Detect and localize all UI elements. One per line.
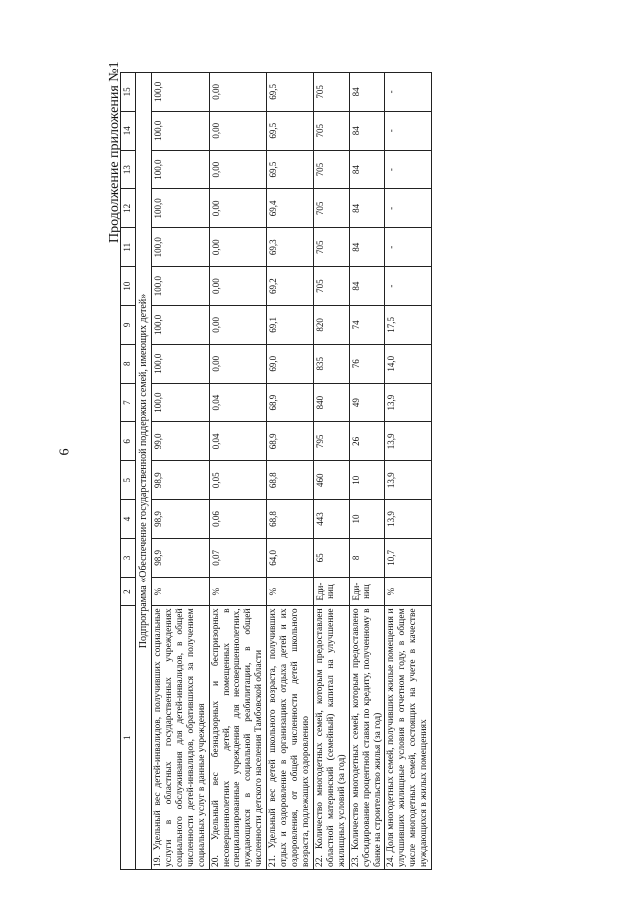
indicator-value: 705 [313, 111, 349, 150]
indicator-value: 0,00 [209, 267, 267, 306]
indicator-value: 0,00 [209, 344, 267, 383]
indicator-value: 443 [313, 500, 349, 539]
indicator-unit: Еди-ниц [349, 577, 385, 606]
indicator-value: 0,00 [209, 111, 267, 150]
table-area [120, 72, 526, 870]
header-cell: 1 [121, 606, 136, 870]
indicator-value: 69,5 [267, 150, 314, 189]
indicator-value: 74 [349, 305, 385, 344]
indicator-value: 10 [349, 461, 385, 500]
rotated-table-wrapper [120, 72, 526, 870]
indicators-table [120, 72, 432, 870]
indicator-value: 0,07 [209, 538, 267, 577]
indicator-value: 69,2 [267, 267, 314, 306]
header-cell: 2 [121, 577, 136, 606]
indicator-value: 840 [313, 383, 349, 422]
indicator-value: 0,04 [209, 422, 267, 461]
indicator-value: 84 [349, 228, 385, 267]
indicator-value: 100,0 [152, 228, 210, 267]
indicator-value: 98,9 [152, 500, 210, 539]
indicator-value: - [385, 228, 432, 267]
indicator-value: 68,9 [267, 422, 314, 461]
indicator-unit: Еди-ниц [313, 577, 349, 606]
header-cell: 15 [121, 73, 136, 112]
indicator-value: 69,0 [267, 344, 314, 383]
indicator-value: 705 [313, 189, 349, 228]
indicator-description: 19. Удельный вес детей-инвалидов, получивших социальные услуги в областных государственных учреждениях социального обслуживания для детей-инвалидов, в общей численности детей-инвалидов, обратившихся за получением социальных услуг в данные учреждения [152, 606, 210, 870]
indicator-description: 23. Количество многодетных семей, которым предоставлено субсидирование процентной ставки по кредиту, полученному в банке на строительство жилья (за год) [349, 606, 385, 870]
table-row [152, 73, 210, 870]
indicator-value: 835 [313, 344, 349, 383]
indicator-value: 100,0 [152, 189, 210, 228]
table-row [385, 73, 432, 870]
page-number: 6 [57, 448, 73, 456]
subprogram-row [136, 73, 152, 870]
indicator-value: - [385, 189, 432, 228]
indicator-value: 13,9 [385, 422, 432, 461]
indicator-value: 100,0 [152, 344, 210, 383]
header-cell: 4 [121, 500, 136, 539]
indicator-value: 98,9 [152, 538, 210, 577]
indicator-value: 100,0 [152, 383, 210, 422]
indicator-value: 17,5 [385, 305, 432, 344]
indicator-value: 84 [349, 111, 385, 150]
header-cell: 12 [121, 189, 136, 228]
indicator-description: 21. Удельный вес детей школьного возраста, получивших отдых и оздоровление в организациях отдыха детей и их оздоровления, от общей численности детей школьного возраста, подлежащих оздоровлению [267, 606, 314, 870]
table-row [267, 73, 314, 870]
indicator-value: 68,8 [267, 500, 314, 539]
indicator-value: 100,0 [152, 111, 210, 150]
indicator-value: 0,00 [209, 189, 267, 228]
indicator-value: 69,1 [267, 305, 314, 344]
indicator-value: 13,9 [385, 461, 432, 500]
indicator-value: 99,0 [152, 422, 210, 461]
indicator-value: 68,9 [267, 383, 314, 422]
indicator-value: 69,4 [267, 189, 314, 228]
indicator-value: 0,00 [209, 305, 267, 344]
indicator-value: 84 [349, 189, 385, 228]
indicator-value: 65 [313, 538, 349, 577]
table-row [209, 73, 267, 870]
indicator-value: 64,0 [267, 538, 314, 577]
indicator-value: 795 [313, 422, 349, 461]
indicator-value: - [385, 150, 432, 189]
indicator-value: 84 [349, 150, 385, 189]
indicator-unit: % [209, 577, 267, 606]
indicator-value: 100,0 [152, 150, 210, 189]
indicator-value: 100,0 [152, 267, 210, 306]
header-cell: 9 [121, 305, 136, 344]
indicator-value: - [385, 111, 432, 150]
indicator-value: 68,8 [267, 461, 314, 500]
indicator-value: 0,00 [209, 150, 267, 189]
indicator-value: 84 [349, 73, 385, 112]
indicator-value: 14,0 [385, 344, 432, 383]
indicator-unit: % [267, 577, 314, 606]
table-row [313, 73, 349, 870]
indicator-value: 69,5 [267, 111, 314, 150]
indicator-value: 13,9 [385, 383, 432, 422]
indicator-value: 76 [349, 344, 385, 383]
indicator-value: 0,00 [209, 73, 267, 112]
header-cell: 10 [121, 267, 136, 306]
subprogram-title: Подпрограмма «Обеспечение государственной поддержки семей, имеющих детей» [136, 73, 152, 870]
header-cell: 5 [121, 461, 136, 500]
indicator-value: 69,3 [267, 228, 314, 267]
appendix-note: Продолжение приложения №1 [107, 61, 122, 243]
indicator-description: 22. Количество многодетных семей, которым предоставлен областной материнский (семейный) капитал на улучшение жилищных условий (за год) [313, 606, 349, 870]
indicator-value: 10 [349, 500, 385, 539]
header-cell: 11 [121, 228, 136, 267]
indicator-value: 49 [349, 383, 385, 422]
indicator-value: 98,9 [152, 461, 210, 500]
header-cell: 8 [121, 344, 136, 383]
indicator-value: 100,0 [152, 73, 210, 112]
indicator-value: - [385, 73, 432, 112]
header-cell: 14 [121, 111, 136, 150]
indicator-value: 0,04 [209, 383, 267, 422]
indicator-value: 820 [313, 305, 349, 344]
indicator-value: 705 [313, 228, 349, 267]
header-cell: 6 [121, 422, 136, 461]
indicator-value: 13,9 [385, 500, 432, 539]
indicator-value: 84 [349, 267, 385, 306]
indicator-value: 460 [313, 461, 349, 500]
indicator-value: 705 [313, 150, 349, 189]
header-row [121, 73, 136, 870]
header-cell: 13 [121, 150, 136, 189]
indicator-value: 0,00 [209, 228, 267, 267]
indicator-value: 69,5 [267, 73, 314, 112]
indicator-value: 0,05 [209, 461, 267, 500]
indicator-value: 705 [313, 267, 349, 306]
header-cell: 7 [121, 383, 136, 422]
indicator-description: 24. Доля многодетных семей, получивших жилые помещения и улучшивших жилищные условия в отчетном году, в общем числе многодетных семей, состоящих на учете в качестве нуждающихся в жилых помещениях [385, 606, 432, 870]
table-row [349, 73, 385, 870]
indicator-value: 26 [349, 422, 385, 461]
indicator-unit: % [152, 577, 210, 606]
indicator-value: 0,06 [209, 500, 267, 539]
header-cell: 3 [121, 538, 136, 577]
indicator-value: 100,0 [152, 305, 210, 344]
indicator-value: 8 [349, 538, 385, 577]
indicator-description: 20. Удельный вес безнадзорных и беспризорных несовершеннолетних детей, помещенных в специализированные учреждения для несовершеннолетних, нуждающихся в социальной реабилитации, в общей численности детского населения Тамбовской области [209, 606, 267, 870]
indicator-unit: % [385, 577, 432, 606]
indicator-value: 10,7 [385, 538, 432, 577]
indicator-value: 705 [313, 73, 349, 112]
indicator-value: - [385, 267, 432, 306]
